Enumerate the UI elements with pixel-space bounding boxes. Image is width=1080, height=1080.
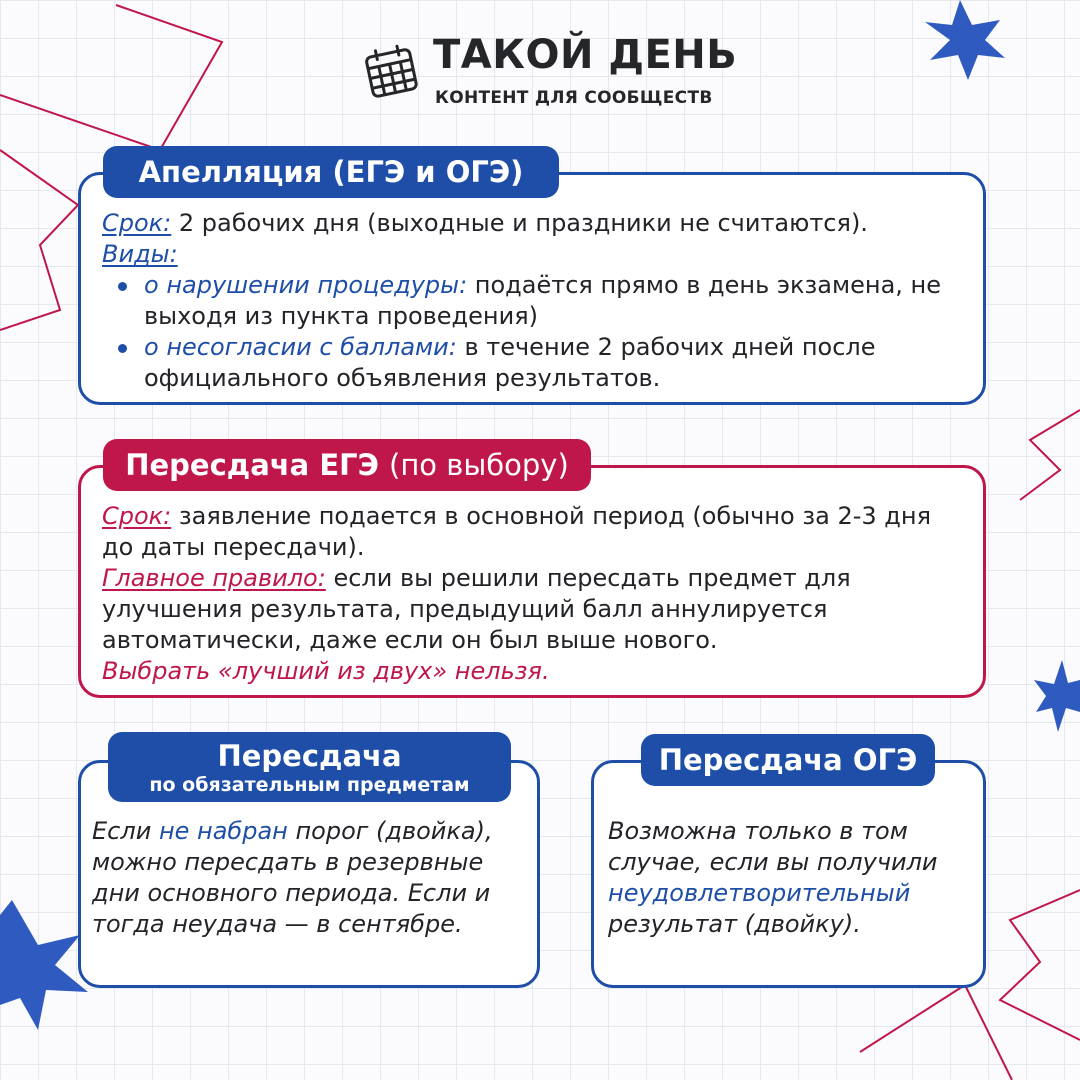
brand-subtitle: КОНТЕНТ ДЛЯ СООБЩЕСТВ (435, 88, 713, 108)
red-zigzag-bottom-right (860, 985, 1012, 1080)
retake-ege-term-label: Срок: (102, 502, 172, 530)
retake-oge-title-tab (641, 734, 935, 786)
list-item (116, 332, 970, 394)
retake-ege-title-main: Пересдача ЕГЭ (125, 448, 379, 482)
appeal-title-tab (103, 146, 559, 198)
appeal-item-text: в течение 2 рабочих дней после официального объявления результатов. (144, 333, 876, 392)
retake-ege-title-note: (по выбору) (389, 448, 569, 482)
retake-oge-text-b: результат (двойку). (608, 910, 861, 938)
retake-ege-rule-label: Главное правило: (102, 564, 326, 592)
retake-mandatory-title: Пересдача (217, 738, 402, 773)
retake-ege-warning: Выбрать «лучший из двух» нельзя. (102, 657, 550, 685)
blue-star-right (1034, 660, 1080, 732)
appeal-types (102, 239, 970, 270)
appeal-title: Апелляция (ЕГЭ и ОГЭ) (138, 155, 524, 189)
retake-ege-rule-text: если вы решили пересдать предмет для улучшения результата, предыдущий балл аннулируется автоматически, даже если он был выше нового. (102, 564, 851, 654)
retake-oge-title: Пересдача ОГЭ (658, 743, 918, 777)
retake-oge-highlight: неудовлетворительный (608, 879, 911, 907)
appeal-term-label: Срок: (102, 209, 172, 237)
blue-star-top-right (925, 0, 1005, 80)
retake-mandatory-body (92, 816, 532, 940)
retake-ege-term (102, 501, 952, 563)
red-zigzag-right (1020, 410, 1080, 500)
appeal-term-text: 2 рабочих дня (выходные и праздники не считаются). (171, 209, 868, 237)
retake-mandatory-highlight: не набран (158, 817, 288, 845)
retake-oge-text-a: Возможна только в том случае, если вы получили (608, 817, 938, 876)
retake-ege-title (125, 448, 569, 482)
retake-ege-term-text: заявление подается в основной период (обычно за 2-3 дня до даты пересдачи). (102, 502, 932, 561)
retake-ege-body (102, 501, 952, 687)
appeal-types-label: Виды: (102, 240, 178, 268)
calendar-icon (360, 40, 422, 102)
appeal-types-list (116, 270, 970, 394)
red-zigzag-bottom-right-2 (1000, 890, 1080, 1040)
appeal-body (102, 208, 970, 394)
appeal-item-label: о несогласии с баллами: (144, 333, 457, 361)
red-zigzag-top-left (0, 5, 222, 150)
blue-star-bottom-left (0, 900, 88, 1030)
retake-ege-rule (102, 563, 952, 656)
red-zigzag-left (0, 150, 78, 330)
appeal-term (102, 208, 970, 239)
retake-mandatory-subtitle: по обязательным предметам (149, 773, 470, 796)
appeal-item-label: о нарушении процедуры: (144, 271, 468, 299)
retake-oge-body (608, 816, 978, 940)
retake-mandatory-title-tab (108, 732, 511, 802)
appeal-item-text: подаётся прямо в день экзамена, не выходя из пункта проведения) (144, 271, 941, 330)
retake-ege-title-tab (103, 439, 591, 491)
retake-mandatory-text-b: порог (двойка), можно пересдать в резервные дни основного периода. Если и тогда неудача — в сентябре. (92, 817, 493, 938)
brand-title: ТАКОЙ ДЕНЬ (433, 32, 738, 78)
list-item (116, 270, 970, 332)
retake-mandatory-text-a: Если (92, 817, 159, 845)
